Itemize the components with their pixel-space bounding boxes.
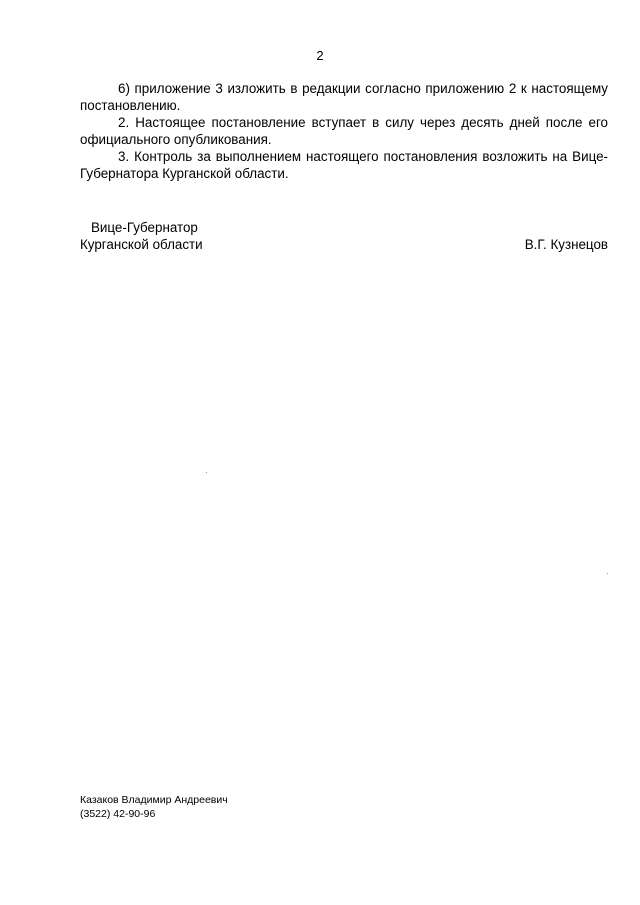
paragraph-effective-date: 2. Настоящее постановление вступает в силу через десять дней после его официального опубликования. [80, 115, 608, 147]
signatory-region: Курганской области [80, 237, 203, 252]
executor-phone: (3522) 42-90-96 [80, 808, 156, 820]
page-number: 2 [316, 48, 324, 63]
signatory-position [80, 219, 203, 253]
signatory-title: Вице-Губернатор [91, 220, 198, 235]
paragraph-item-6: 6) приложение 3 изложить в редакции согласно приложению 2 к настоящему постановлению. [80, 81, 608, 113]
executor-name: Казаков Владимир Андреевич [80, 794, 228, 806]
signatory-name: В.Г. Кузнецов [524, 237, 608, 252]
executor-block [80, 793, 228, 821]
paragraph-control: 3. Контроль за выполнением настоящего постановления возложить на Вице-Губернатора Курганской области. [80, 149, 608, 181]
scan-speck [206, 472, 207, 473]
document-body [80, 80, 608, 182]
scan-speck [607, 573, 608, 574]
